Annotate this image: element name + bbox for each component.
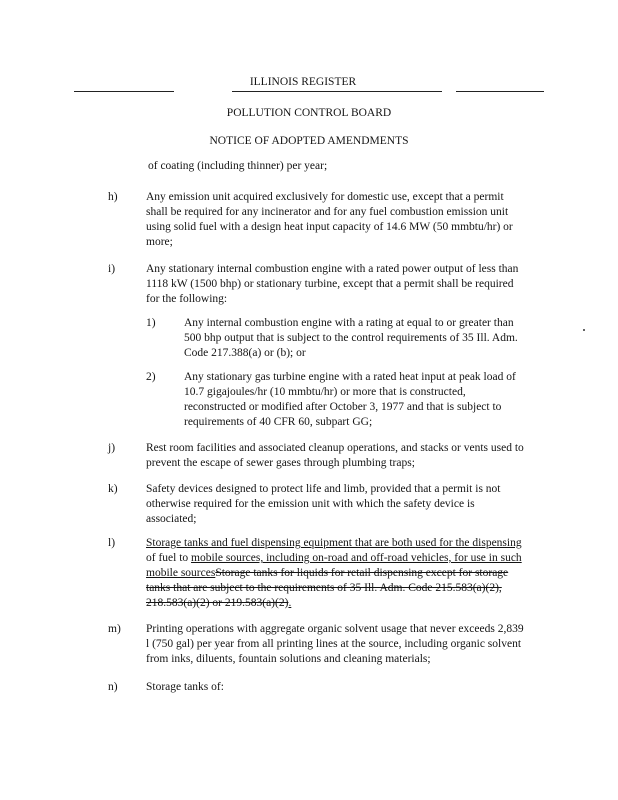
item-i2-line: 10.7 gigajoules/hr (10 mmbtu/hr) or more that is constructed, <box>184 386 466 398</box>
item-i2-line: reconstructed or modified after October 3, 1977 and that is subject to <box>184 401 502 413</box>
deleted-text: 218.583(a)(2) or 219.583(a)(2) <box>146 597 289 609</box>
item-l-line <box>146 536 522 550</box>
item-h-line: using solid fuel with a design heat input capacity of 14.6 MW (50 mmbtu/hr) or <box>146 221 513 233</box>
item-h-line: Any emission unit acquired exclusively for domestic use, except that a permit <box>146 191 504 203</box>
item-h-label: h) <box>108 191 118 203</box>
item-j-line: prevent the escape of sewer gases through plumbing traps; <box>146 457 415 469</box>
item-i-label: i) <box>108 263 116 275</box>
deleted-text: tanks that are subject to the requirements of 35 Ill. Adm. Code 215.583(a)(2), <box>146 582 502 594</box>
item-i-line: Any stationary internal combustion engine with a rated power output of less than <box>146 263 519 275</box>
inserted-text: . <box>288 597 292 609</box>
item-l-label: l) <box>108 537 116 549</box>
register-title: ILLINOIS REGISTER <box>249 76 357 88</box>
item-m-line: from inks, diluents, fountain solutions and cleaning materials; <box>146 653 431 665</box>
item-m-line: l (750 gal) per year from all printing lines at the source, including organic solvent <box>146 638 522 650</box>
inserted-text: mobile sources, including on-road and off-road vehicles, for use in such <box>191 552 522 564</box>
item-i2-line: Any stationary gas turbine engine with a rated heat input at peak load of <box>184 371 516 383</box>
item-i1-line: 500 bhp output that is subject to the control requirements of 35 Ill. Adm. <box>184 332 518 344</box>
item-k-line: associated; <box>146 513 197 525</box>
item-i1-label: 1) <box>146 317 156 329</box>
inserted-text: mobile sources <box>146 567 216 579</box>
item-k-line: otherwise required for the emission unit with which the safety device is <box>146 498 475 510</box>
item-i2-line: requirements of 40 CFR 60, subpart GG; <box>184 416 373 428</box>
item-h-line: more; <box>146 236 173 248</box>
inserted-text: Storage tanks and fuel dispensing equipment that are both <box>146 537 416 549</box>
item-k-line: Safety devices designed to protect life and limb, provided that a permit is not <box>146 483 501 495</box>
item-l-text: of fuel to <box>146 552 192 564</box>
item-i1-line: Code 217.388(a) or (b); or <box>184 347 306 359</box>
item-l-line <box>146 551 522 565</box>
item-m-line: Printing operations with aggregate organic solvent usage that never exceeds 2,839 <box>146 623 524 635</box>
notice-title: NOTICE OF ADOPTED AMENDMENTS <box>209 135 409 147</box>
deleted-text: Storage tanks for liquids for retail dispensing except for storage <box>215 567 509 579</box>
inserted-text: used for the dispensing <box>415 537 522 549</box>
item-n-label: n) <box>108 681 118 693</box>
item-i-line: 1118 kW (1500 bhp) or stationary turbine, except that a permit shall be required <box>146 278 514 290</box>
item-j-line: Rest room facilities and associated cleanup operations, and stacks or vents used to <box>146 442 524 454</box>
board-title: POLLUTION CONTROL BOARD <box>226 107 392 119</box>
item-l-line <box>146 566 508 580</box>
header-rule-left <box>74 91 174 92</box>
header-rule-right <box>456 91 544 92</box>
item-l-line <box>146 581 502 595</box>
header-rule-center <box>232 91 442 92</box>
item-i2-label: 2) <box>146 371 156 383</box>
continuation-text: of coating (including thinner) per year; <box>148 160 328 172</box>
item-h-line: shall be required for any incinerator and for any fuel combustion emission unit <box>146 206 509 218</box>
item-l-line <box>146 596 291 610</box>
scan-speck <box>583 329 585 331</box>
item-i1-line: Any internal combustion engine with a rating at equal to or greater than <box>184 317 514 329</box>
item-i-line: for the following: <box>146 293 228 305</box>
item-k-label: k) <box>108 483 118 495</box>
item-m-label: m) <box>108 623 121 635</box>
item-n-line: Storage tanks of: <box>146 681 224 693</box>
item-j-label: j) <box>108 442 116 454</box>
